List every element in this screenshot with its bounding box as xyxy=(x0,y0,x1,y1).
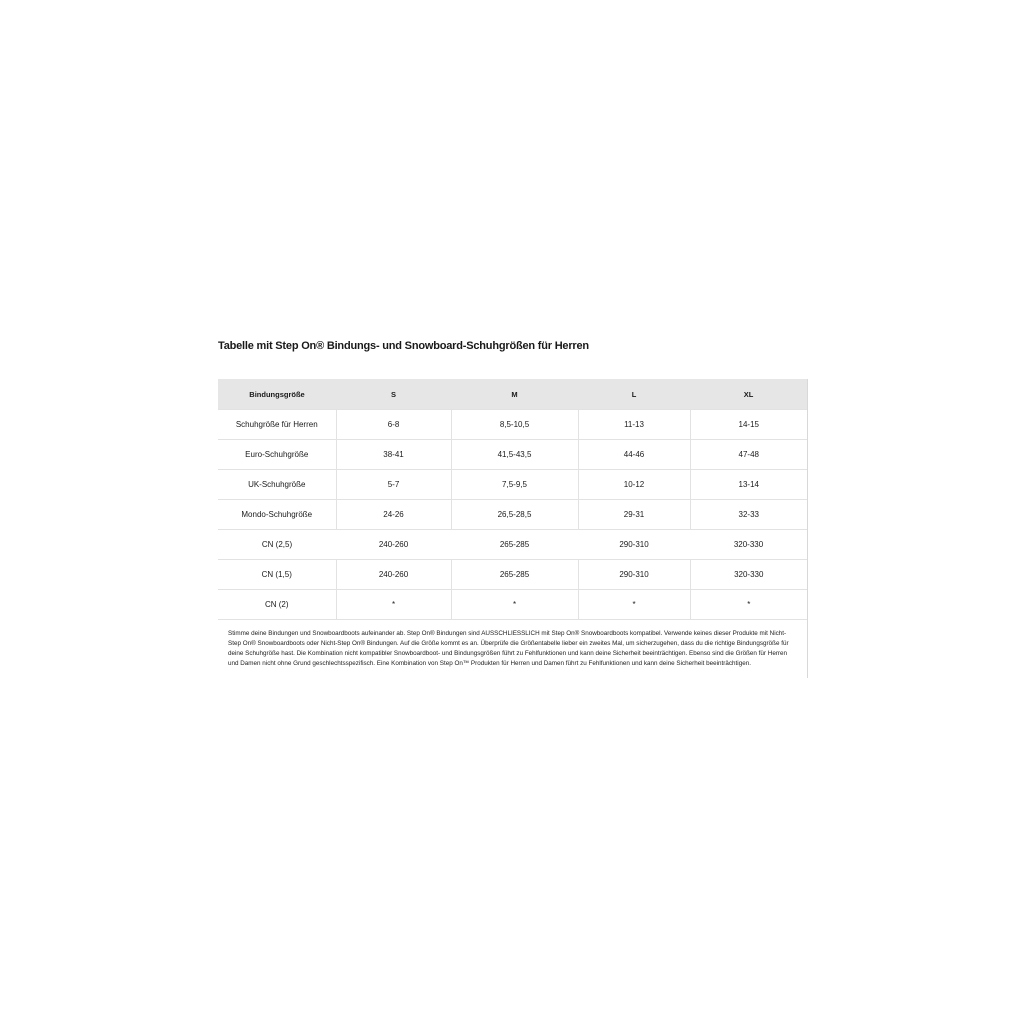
size-table xyxy=(218,379,807,619)
table-cell: 320-330 xyxy=(690,530,807,560)
table-header-row xyxy=(218,379,807,410)
table-cell: 29-31 xyxy=(578,500,690,530)
table-cell: 38-41 xyxy=(336,440,451,470)
row-label: CN (2,5) xyxy=(218,530,336,560)
table-cell: 6-8 xyxy=(336,410,451,440)
page-title: Tabelle mit Step On® Bindungs- und Snowboard-Schuhgrößen für Herren xyxy=(218,340,589,352)
table-row xyxy=(218,530,807,560)
table-cell: 320-330 xyxy=(690,560,807,590)
table-cell: 13-14 xyxy=(690,470,807,500)
row-label: Schuhgröße für Herren xyxy=(218,410,336,440)
table-cell: 240-260 xyxy=(336,530,451,560)
header-size-m: M xyxy=(451,379,578,410)
table-cell: 41,5-43,5 xyxy=(451,440,578,470)
header-size-s: S xyxy=(336,379,451,410)
table-cell: 290-310 xyxy=(578,560,690,590)
table-cell: 26,5-28,5 xyxy=(451,500,578,530)
header-size-xl: XL xyxy=(690,379,807,410)
table-cell: * xyxy=(451,590,578,620)
table-cell: 14-15 xyxy=(690,410,807,440)
table-cell: 265-285 xyxy=(451,560,578,590)
table-cell: * xyxy=(690,590,807,620)
table-cell: * xyxy=(578,590,690,620)
row-label: UK-Schuhgröße xyxy=(218,470,336,500)
table-row xyxy=(218,410,807,440)
table-cell: 265-285 xyxy=(451,530,578,560)
row-label: Euro-Schuhgröße xyxy=(218,440,336,470)
table-cell: 240-260 xyxy=(336,560,451,590)
table-cell: 5-7 xyxy=(336,470,451,500)
header-size-l: L xyxy=(578,379,690,410)
row-label: Mondo-Schuhgröße xyxy=(218,500,336,530)
table-cell: 290-310 xyxy=(578,530,690,560)
table-cell: 44-46 xyxy=(578,440,690,470)
row-label: CN (2) xyxy=(218,590,336,620)
table-cell: 11-13 xyxy=(578,410,690,440)
table-cell: 47-48 xyxy=(690,440,807,470)
table-cell: 7,5-9,5 xyxy=(451,470,578,500)
size-chart xyxy=(218,379,808,678)
table-row xyxy=(218,560,807,590)
compatibility-note: Stimme deine Bindungen und Snowboardboots aufeinander ab. Step On® Bindungen sind AUSSCHLIESSLICH mit Step On® Snowboardboots kompatibel. Verwende keines dieser Produkte mit Nicht-Step On® Snowboardboots oder Nicht-Step On® Bindungen. Auf die Größe kommt es an. Überprüfe die Größentabelle lieber ein zweites Mal, um sicherzugehen, dass du die richtige Bindungsgröße für deine Schuhgröße hast. Die Kombination nicht kompatibler Snowboardboot- und Bindungsgrößen führt zu Fehlfunktionen und kann deine Sicherheit beeinträchtigen. Ebenso sind die Größen für Herren und Damen nicht ohne Grund geschlechtsspezifisch. Eine Kombination von Step On™ Produkten für Herren und Damen führt zu Fehlfunktionen und kann deine Sicherheit beeinträchtigen. xyxy=(218,619,807,678)
table-cell: 10-12 xyxy=(578,470,690,500)
table-cell: 32-33 xyxy=(690,500,807,530)
table-row xyxy=(218,440,807,470)
table-row xyxy=(218,590,807,620)
table-cell: 24-26 xyxy=(336,500,451,530)
header-binding-size: Bindungsgröße xyxy=(218,379,336,410)
row-label: CN (1,5) xyxy=(218,560,336,590)
table-cell: 8,5-10,5 xyxy=(451,410,578,440)
table-row xyxy=(218,470,807,500)
table-row xyxy=(218,500,807,530)
table-cell: * xyxy=(336,590,451,620)
